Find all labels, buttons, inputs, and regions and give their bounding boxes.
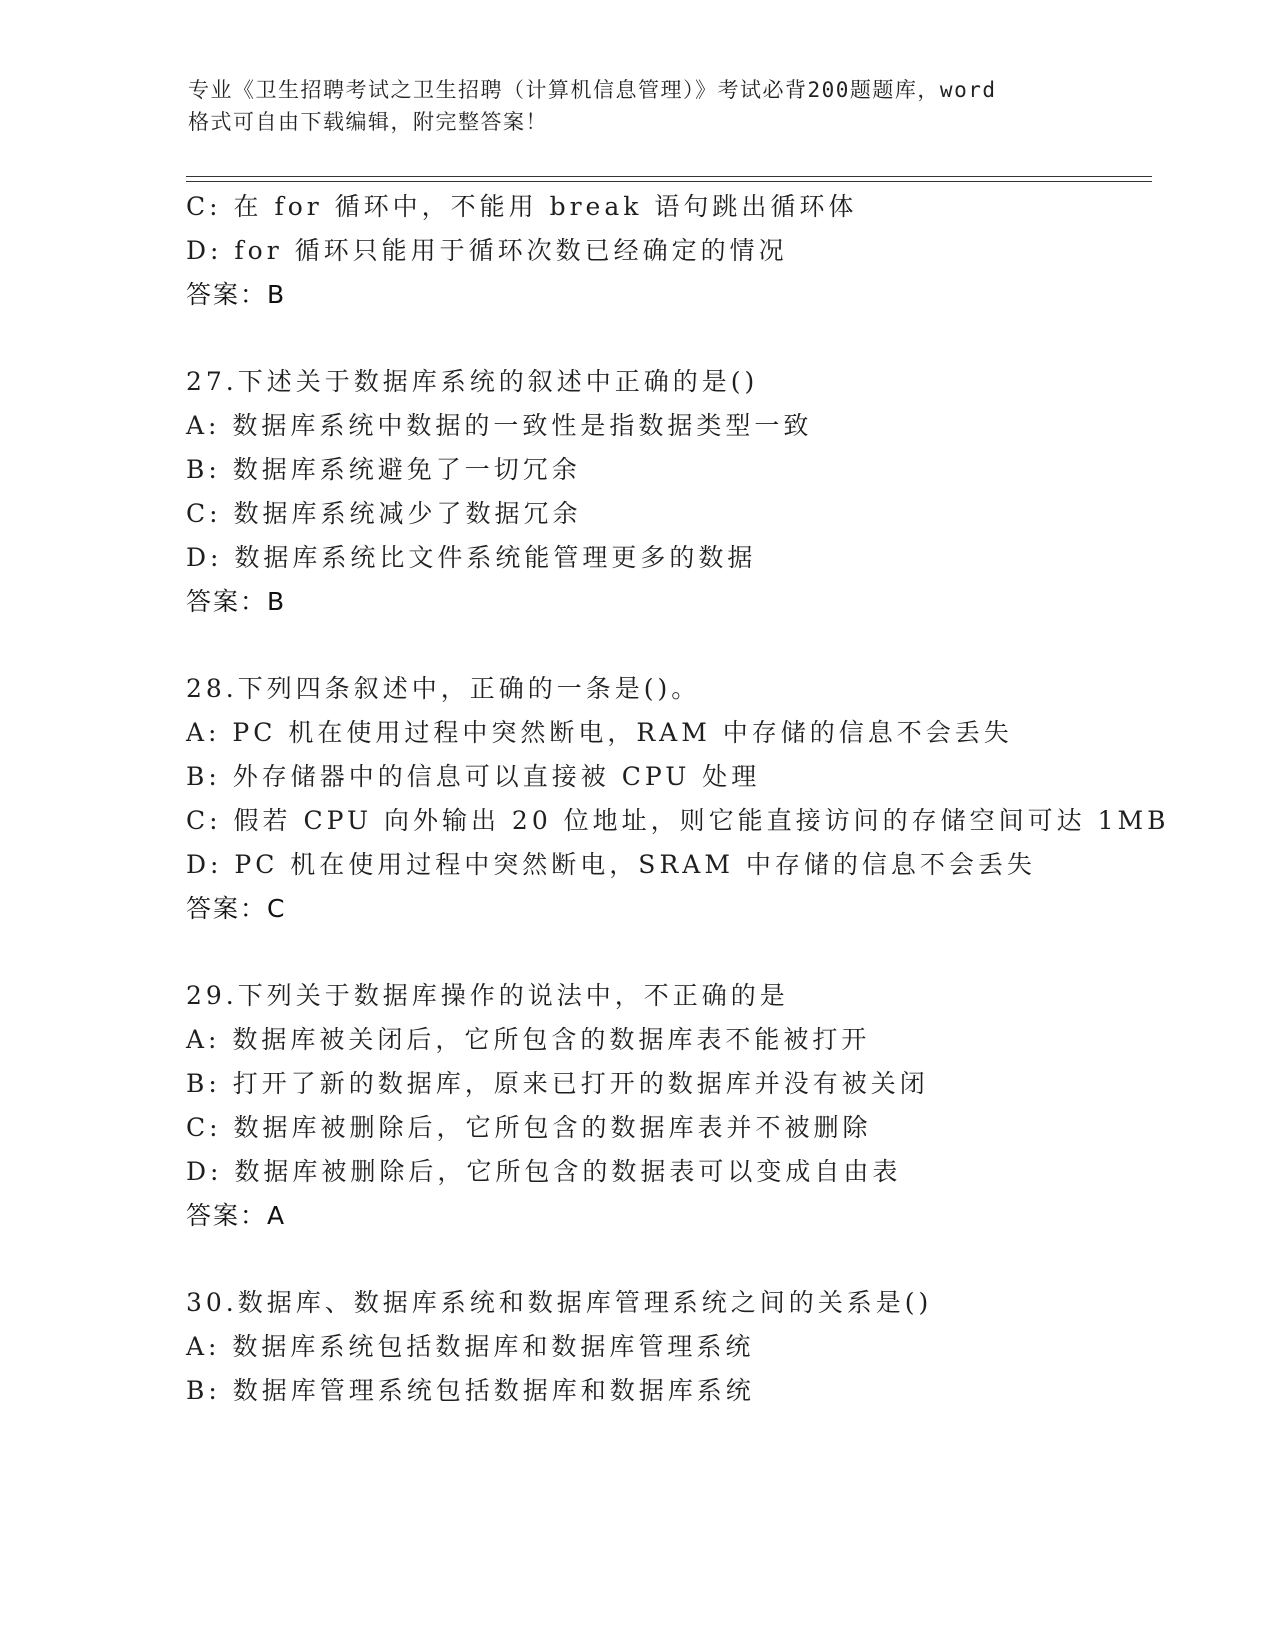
question-27-option-b: B: 数据库系统避免了一切冗余: [186, 455, 581, 484]
question-27-option-d: D: 数据库系统比文件系统能管理更多的数据: [186, 543, 757, 572]
question-30-option-a: A: 数据库系统包括数据库和数据库管理系统: [186, 1332, 755, 1361]
document-header: [188, 74, 1088, 138]
question-27-option-c: C: 数据库系统减少了数据冗余: [186, 499, 582, 528]
question-29-option-a: A: 数据库被关闭后，它所包含的数据库表不能被打开: [186, 1025, 871, 1054]
question-28-option-a: A: PC 机在使用过程中突然断电，RAM 中存储的信息不会丢失: [186, 718, 1013, 747]
carryover-answer: 答案：B: [186, 280, 287, 309]
question-27-option-a: A: 数据库系统中数据的一致性是指数据类型一致: [186, 411, 813, 440]
header-line-2: 格式可自由下载编辑，附完整答案！: [188, 110, 548, 134]
carryover-option-d: D: for 循环只能用于循环次数已经确定的情况: [186, 236, 788, 265]
question-29-option-b: B: 打开了新的数据库，原来已打开的数据库并没有被关闭: [186, 1069, 929, 1098]
header-line-1: 专业《卫生招聘考试之卫生招聘（计算机信息管理）》考试必背200题题库，word: [188, 78, 997, 102]
question-29-answer: 答案：A: [186, 1201, 287, 1230]
question-28-option-c: C: 假若 CPU 向外输出 20 位地址，则它能直接访问的存储空间可达 1MB: [186, 806, 1170, 835]
question-29-option-c: C: 数据库被删除后，它所包含的数据库表并不被删除: [186, 1113, 872, 1142]
question-28-text: 28.下列四条叙述中，正确的一条是()。: [186, 674, 701, 703]
question-28-option-d: D: PC 机在使用过程中突然断电，SRAM 中存储的信息不会丢失: [186, 850, 1036, 879]
question-27-text: 27.下述关于数据库系统的叙述中正确的是(): [186, 367, 759, 396]
question-29-text: 29.下列关于数据库操作的说法中，不正确的是: [186, 981, 789, 1010]
header-divider-bottom: [186, 181, 1152, 182]
question-28-answer: 答案：C: [186, 894, 287, 923]
question-27-answer: 答案：B: [186, 587, 287, 616]
question-28-option-b: B: 外存储器中的信息可以直接被 CPU 处理: [186, 762, 761, 791]
question-29-option-d: D: 数据库被删除后，它所包含的数据表可以变成自由表: [186, 1157, 902, 1186]
carryover-option-c: C: 在 for 循环中，不能用 break 语句跳出循环体: [186, 192, 858, 221]
question-30-text: 30.数据库、数据库系统和数据库管理系统之间的关系是(): [186, 1288, 933, 1317]
header-divider-top: [186, 176, 1152, 177]
question-30-option-b: B: 数据库管理系统包括数据库和数据库系统: [186, 1376, 755, 1405]
